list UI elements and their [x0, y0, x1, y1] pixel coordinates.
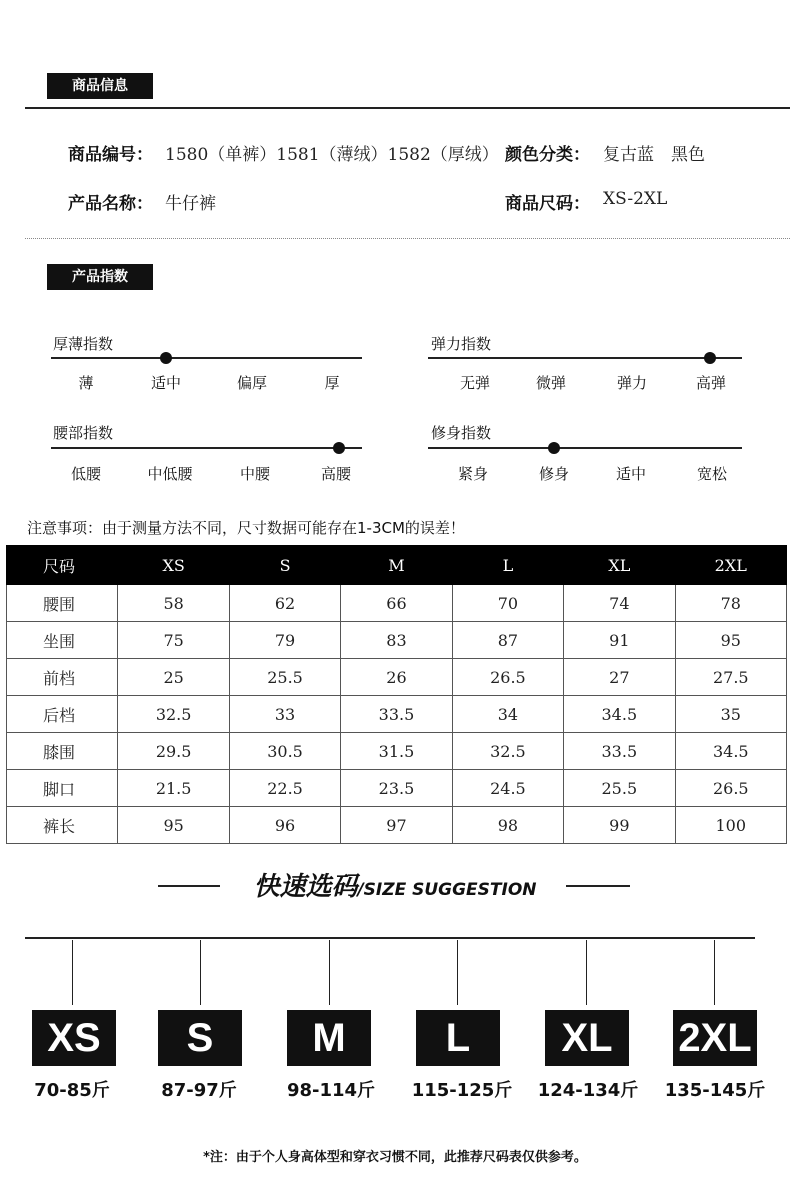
table-cell: 29.5 — [118, 733, 229, 770]
row-label: 后档 — [7, 696, 118, 733]
product-code-label: 商品编号： — [68, 145, 153, 165]
row-label: 裤长 — [7, 807, 118, 844]
row-label: 脚口 — [7, 770, 118, 807]
elasticity-index-line — [428, 357, 742, 359]
elasticity-option: 高弹 — [695, 374, 726, 392]
fit-option: 宽松 — [696, 465, 727, 483]
table-cell: 87 — [452, 622, 563, 659]
table-cell: 58 — [118, 585, 229, 622]
table-cell: 26.5 — [675, 770, 786, 807]
table-cell: 70 — [452, 585, 563, 622]
waist-index-marker — [333, 442, 345, 454]
table-cell: 95 — [675, 622, 786, 659]
table-cell: 74 — [564, 585, 675, 622]
table-cell: 22.5 — [229, 770, 340, 807]
size-box-l: L — [416, 1010, 500, 1066]
table-cell: 26.5 — [452, 659, 563, 696]
thickness-option: 偏厚 — [236, 374, 267, 392]
table-cell: 100 — [675, 807, 786, 844]
thickness-index-line — [51, 357, 362, 359]
size-box-s: S — [158, 1010, 242, 1066]
table-cell: 21.5 — [118, 770, 229, 807]
section-divider — [25, 238, 790, 239]
table-cell: 78 — [675, 585, 786, 622]
product-index-section-label: 产品指数 — [47, 264, 153, 290]
product-name-label: 产品名称： — [68, 194, 153, 214]
weight-range-2xl: 135-145斤 — [664, 1080, 766, 1101]
quick-select-title-en: /SIZE SUGGESTION — [357, 880, 537, 900]
size-box-xl: XL — [545, 1010, 629, 1066]
size-guide-tick — [200, 940, 201, 1005]
size-guide-tick — [714, 940, 715, 1005]
row-label: 膝围 — [7, 733, 118, 770]
size-range-value: XS-2XL — [603, 189, 668, 209]
table-cell: 91 — [564, 622, 675, 659]
quick-select-title-cn: 快速选码 — [253, 872, 358, 902]
elasticity-option: 微弹 — [535, 374, 566, 392]
header-cell: XS — [118, 546, 229, 585]
table-cell: 26 — [341, 659, 452, 696]
table-cell: 32.5 — [452, 733, 563, 770]
product-code-value: 1580（单裤）1581（薄绒）1582（厚绒） — [165, 145, 499, 165]
table-cell: 33 — [229, 696, 340, 733]
size-guide-tick — [457, 940, 458, 1005]
table-row — [7, 807, 787, 844]
table-row — [7, 585, 787, 622]
table-cell: 98 — [452, 807, 563, 844]
thickness-option: 厚 — [324, 374, 340, 392]
waist-option: 中低腰 — [147, 465, 193, 483]
fit-option: 修身 — [538, 465, 569, 483]
thickness-index-title: 厚薄指数 — [53, 335, 114, 353]
weight-range-l: 115-125斤 — [411, 1080, 513, 1101]
table-cell: 35 — [675, 696, 786, 733]
table-cell: 33.5 — [341, 696, 452, 733]
color-label: 颜色分类： — [505, 145, 590, 165]
waist-option: 中腰 — [239, 465, 270, 483]
table-cell: 34.5 — [564, 696, 675, 733]
size-box-m: M — [287, 1010, 371, 1066]
fit-option: 紧身 — [457, 465, 488, 483]
size-guide-tick — [72, 940, 73, 1005]
header-cell: M — [341, 546, 452, 585]
size-guide-footnote: *注：由于个人身高体型和穿衣习惯不同，此推荐尺码表仅供参考。 — [203, 1150, 587, 1165]
size-table-header-row — [7, 546, 787, 585]
table-cell: 62 — [229, 585, 340, 622]
table-row — [7, 733, 787, 770]
quick-select-title — [0, 866, 790, 903]
size-range-label: 商品尺码： — [505, 194, 590, 214]
elasticity-option: 无弹 — [459, 374, 490, 392]
table-cell: 97 — [341, 807, 452, 844]
size-box-xs: XS — [32, 1010, 116, 1066]
table-cell: 24.5 — [452, 770, 563, 807]
elasticity-index-title: 弹力指数 — [431, 335, 492, 353]
product-info-rule — [25, 107, 790, 109]
table-cell: 25.5 — [229, 659, 340, 696]
size-guide-tick — [586, 940, 587, 1005]
size-guide-tick — [329, 940, 330, 1005]
header-cell: 2XL — [675, 546, 786, 585]
fit-option: 适中 — [615, 465, 646, 483]
waist-index-line — [51, 447, 362, 449]
row-label: 坐围 — [7, 622, 118, 659]
weight-range-s: 87-97斤 — [161, 1080, 237, 1101]
elasticity-option: 弹力 — [616, 374, 647, 392]
table-row — [7, 659, 787, 696]
header-cell: L — [452, 546, 563, 585]
product-name-value: 牛仔裤 — [165, 194, 216, 214]
color-value: 复古蓝 黑色 — [603, 145, 705, 165]
fit-index-marker — [548, 442, 560, 454]
table-row — [7, 622, 787, 659]
table-cell: 75 — [118, 622, 229, 659]
table-cell: 25.5 — [564, 770, 675, 807]
weight-range-xs: 70-85斤 — [34, 1080, 110, 1101]
table-cell: 23.5 — [341, 770, 452, 807]
table-cell: 33.5 — [564, 733, 675, 770]
table-cell: 27.5 — [675, 659, 786, 696]
table-cell: 79 — [229, 622, 340, 659]
waist-index-title: 腰部指数 — [53, 424, 114, 442]
table-cell: 96 — [229, 807, 340, 844]
header-cell: 尺码 — [7, 546, 118, 585]
table-cell: 31.5 — [341, 733, 452, 770]
measurement-note: 注意事项：由于测量方法不同，尺寸数据可能存在1-3CM的误差！ — [27, 519, 465, 537]
table-cell: 25 — [118, 659, 229, 696]
table-cell: 34.5 — [675, 733, 786, 770]
table-row — [7, 696, 787, 733]
size-guide-baseline — [25, 937, 755, 939]
table-cell: 34 — [452, 696, 563, 733]
table-cell: 27 — [564, 659, 675, 696]
header-cell: XL — [564, 546, 675, 585]
product-info-section-label: 商品信息 — [47, 73, 153, 99]
header-cell: S — [229, 546, 340, 585]
table-cell: 83 — [341, 622, 452, 659]
fit-index-line — [428, 447, 742, 449]
size-table — [6, 545, 787, 844]
size-box-2xl: 2XL — [673, 1010, 757, 1066]
waist-option: 低腰 — [70, 465, 101, 483]
weight-range-xl: 124-134斤 — [537, 1080, 639, 1101]
thickness-index-marker — [160, 352, 172, 364]
weight-range-m: 98-114斤 — [286, 1080, 376, 1101]
table-cell: 99 — [564, 807, 675, 844]
row-label: 前档 — [7, 659, 118, 696]
row-label: 腰围 — [7, 585, 118, 622]
table-cell: 32.5 — [118, 696, 229, 733]
waist-option: 高腰 — [320, 465, 351, 483]
table-row — [7, 770, 787, 807]
fit-index-title: 修身指数 — [431, 424, 492, 442]
thickness-option: 薄 — [78, 374, 94, 392]
table-cell: 66 — [341, 585, 452, 622]
thickness-option: 适中 — [150, 374, 181, 392]
table-cell: 30.5 — [229, 733, 340, 770]
elasticity-index-marker — [704, 352, 716, 364]
table-cell: 95 — [118, 807, 229, 844]
